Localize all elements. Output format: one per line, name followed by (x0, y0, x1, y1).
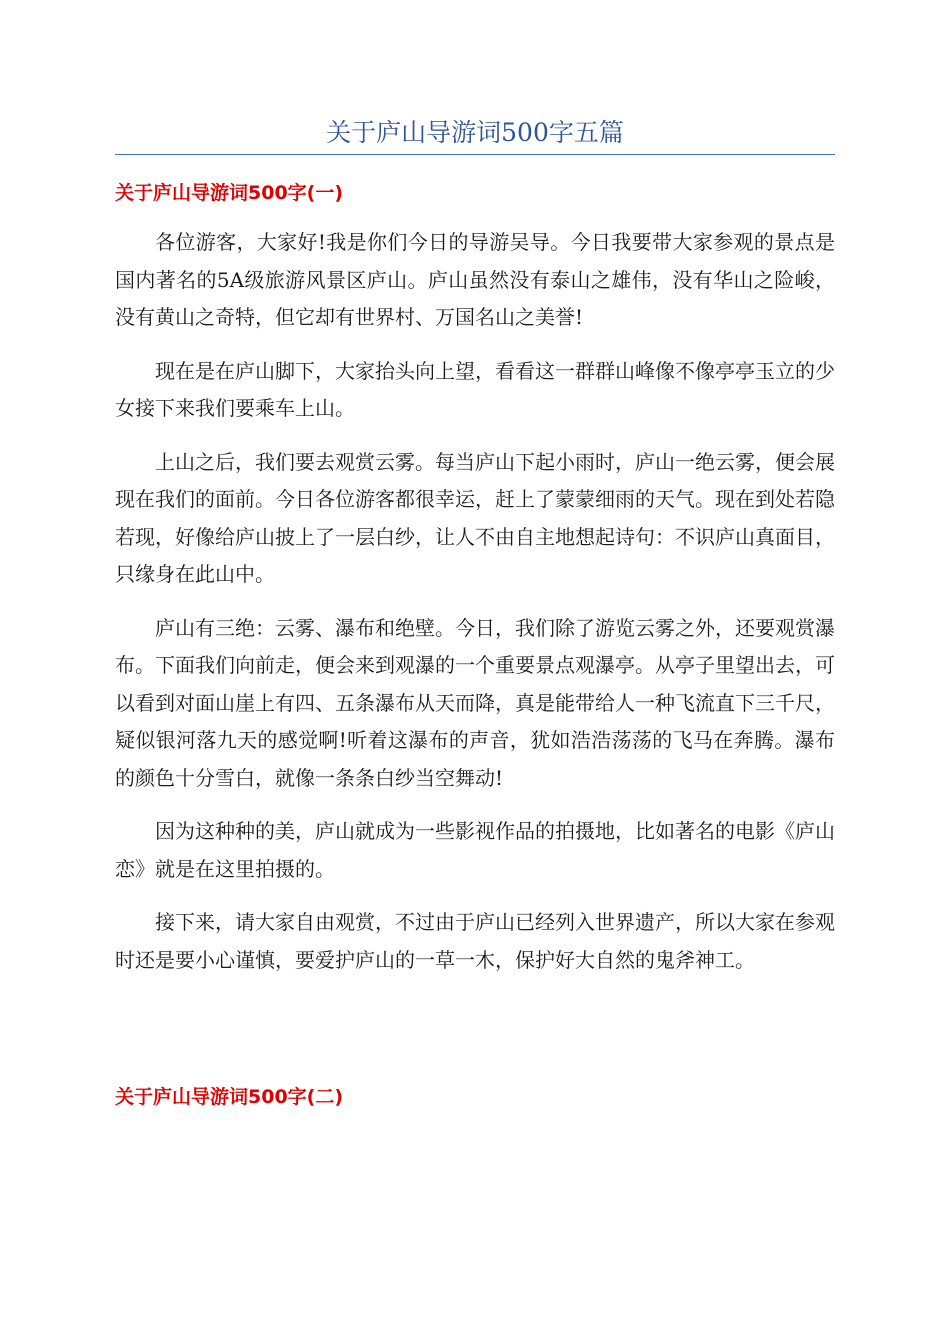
paragraph: 上山之后，我们要去观赏云雾。每当庐山下起小雨时，庐山一绝云雾，便会展现在我们的面前。今日各位游客都很幸运，赶上了蒙蒙细雨的天气。现在到处若隐若现，好像给庐山披上了一层白纱，让人不由自主地想起诗句：不识庐山真面目，只缘身在此山中。 (115, 449, 835, 586)
document-page (115, 0, 835, 1344)
document-title: 关于庐山导游词500字五篇 (326, 118, 624, 147)
paragraph: 各位游客，大家好!我是你们今日的导游吴导。今日我要带大家参观的景点是国内著名的5A级旅游风景区庐山。庐山虽然没有泰山之雄伟，没有华山之险峻，没有黄山之奇特，但它却有世界村、万国名山之美誉! (115, 230, 835, 329)
section-body-1 (115, 224, 835, 995)
title-divider (115, 154, 835, 155)
paragraph: 庐山有三绝：云雾、瀑布和绝壁。今日，我们除了游览云雾之外，还要观赏瀑布。下面我们向前走，便会来到观瀑的一个重要景点观瀑亭。从亭子里望出去，可以看到对面山崖上有四、五条瀑布从天而降，真是能带给人一种飞流直下三千尺，疑似银河落九天的感觉啊!听着这瀑布的声音，犹如浩浩荡荡的飞马在奔腾。瀑布的颜色十分雪白，就像一条条白纱当空舞动! (115, 615, 835, 790)
paragraph: 现在是在庐山脚下，大家抬头向上望，看看这一群群山峰像不像亭亭玉立的少女接下来我们要乘车上山。 (115, 358, 835, 420)
section-heading-1: 关于庐山导游词500字(一) (115, 182, 344, 204)
section-heading-2: 关于庐山导游词500字(二) (115, 1086, 344, 1108)
paragraph: 因为这种种的美，庐山就成为一些影视作品的拍摄地，比如著名的电影《庐山恋》就是在这里拍摄的。 (115, 819, 835, 881)
paragraph: 接下来，请大家自由观赏，不过由于庐山已经列入世界遗产，所以大家在参观时还是要小心谨慎，要爱护庐山的一草一木，保护好大自然的鬼斧神工。 (115, 910, 835, 972)
